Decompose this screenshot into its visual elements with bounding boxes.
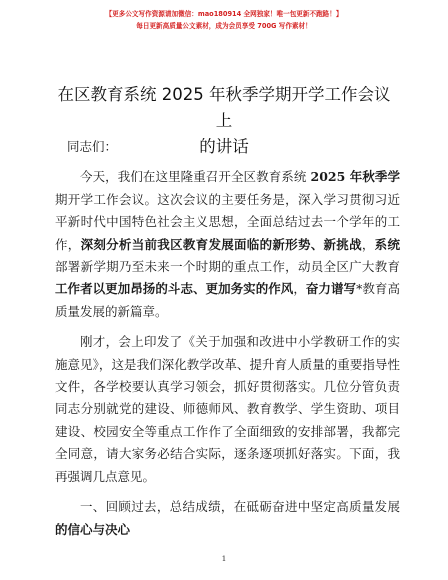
section1-part-b: 的信心与决心 [55,521,131,537]
para1-part-d: 深刻分析当前我区教育发展面临的新形势、新挑战 [80,236,362,252]
paragraph-intro [55,166,400,323]
paragraph-documents: 刚才，会上印发了《关于加强和改进中小学教研工作的实施意见》，这是我们深化教学改革、提升育人质量的重要指导性文件，各学校要认真学习领会，抓好贯彻落实。几位分管负责同志分别就党的建设、师德师风、教育教学、学生资助、项目建设、校园安全等重点工作作了全面细致的安排部署，我都完全同意，请大家务必结合实际，逐条逐项抓好落实。下面，我再强调几点意见。 [55,334,400,484]
para1-part-i: ， [293,281,306,297]
para1-part-h: 工作者以更加昂扬的斗志、更加务实的作风 [55,281,294,297]
para1-part-e: ， [361,236,375,252]
para1-part-c: 期开学工作会议。这次会议的主要任务是，深入学习贯彻习近平新时代中国特色社会主义思想，全面总结过去一个学年的工作， [55,191,400,252]
para1-part-g: 部署新学期乃至未来一个时期的重点工作，动员全区广大教育 [55,259,400,275]
promo-banner-line1: 【更多公文写作资源请加微信：mao180914 全网独家！唯一包更新不跑路！】 [105,10,343,18]
title-line1: 在区教育系统 2025 年秋季学期开学工作会议上 [57,85,391,130]
para1-part-b: 2025 年秋季学 [310,169,400,185]
title-line2: 的讲话 [199,137,249,156]
page-number: 1 [221,554,227,563]
para1-part-k: *教育高质量发展的新篇章。 [55,281,400,319]
para1-part-j: 奋力谱写 [305,281,357,297]
document-body [55,136,400,549]
greeting: 同志们： [67,139,118,154]
para1-part-f: 系统 [374,236,400,252]
para1-part-a: 今天，我们在这里隆重召开全区教育系统 [80,169,311,185]
promo-banner-line2: 每日更新高质量公文素材，成为会员享受 700G 写作素材！ [136,22,312,30]
section-heading-1 [55,496,400,541]
promo-banner [0,8,448,32]
section1-part-a: 一、回顾过去，总结成绩，在砥砺奋进中坚定高质量发展 [80,499,400,515]
